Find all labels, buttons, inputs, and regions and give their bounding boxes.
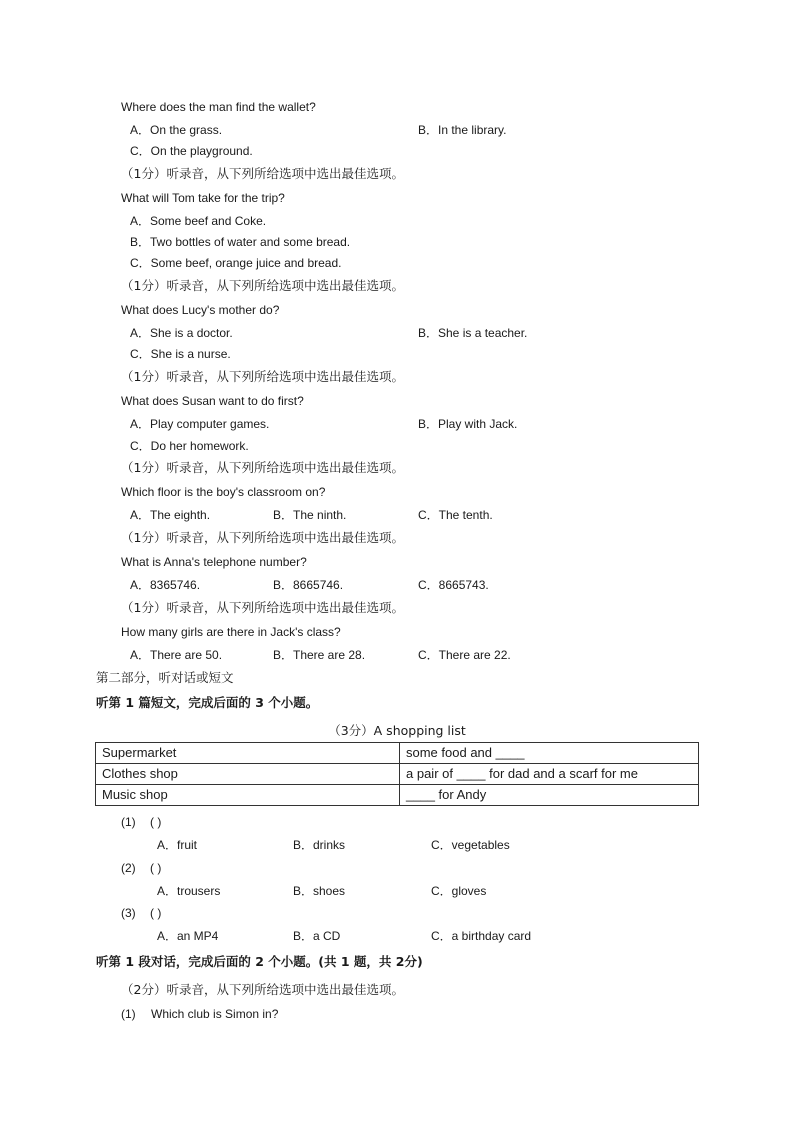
table-cell: some food and ____ [400,743,699,764]
question-6-note: （1分）听录音，从下列所给选项中选出最佳选项。 [121,530,404,545]
passage1-title: 听第 1 篇短文，完成后面的 3 个小题。 [96,695,319,710]
option-c: C．She is a nurse. [130,347,231,361]
question-7-note: （1分）听录音，从下列所给选项中选出最佳选项。 [121,600,404,615]
subquestion-1-blank[interactable]: ( ) [150,815,162,829]
option-a: A．Some beef and Coke. [130,214,267,228]
dialog1-title: 听第 1 段对话，完成后面的 2 个小题。(共 1 题，共 2分) [96,954,423,969]
question-4-note: （1分）听录音，从下列所给选项中选出最佳选项。 [121,369,404,384]
option-b: B．Play with Jack. [418,417,518,431]
subquestion-3-number: (3) [121,906,136,920]
option-a: A．On the grass. [130,123,223,137]
table-row [96,764,699,785]
option-a: A．There are 50. [130,648,223,662]
table-cell: ____ for Andy [400,785,699,806]
option-a: A．8365746. [130,578,201,592]
subquestion-1-number: (1) [121,815,136,829]
option-a: A．an MP4 [157,929,219,943]
table-row [96,743,699,764]
part2-heading: 第二部分，听对话或短文 [96,670,234,685]
option-c: C．gloves [431,884,487,898]
table-cell: Clothes shop [96,764,400,785]
question-4-text: What does Susan want to do first? [121,394,304,408]
subquestion-3-blank[interactable]: ( ) [150,906,162,920]
table-caption: （3分）A shopping list [328,723,466,738]
option-c: C．There are 22. [418,648,511,662]
option-c: C．Do her homework. [130,439,249,453]
dialog1-q1-number: (1) [121,1007,136,1021]
option-b: B．In the library. [418,123,507,137]
option-b: B．a CD [293,929,341,943]
option-b: B．shoes [293,884,346,898]
table-cell: a pair of ____ for dad and a scarf for me [400,764,699,785]
option-c: C．Some beef, orange juice and bread. [130,256,342,270]
question-6-text: What is Anna's telephone number? [121,555,307,569]
option-a: A．She is a doctor. [130,326,233,340]
question-2-text: What will Tom take for the trip? [121,191,285,205]
option-a: A．Play computer games. [130,417,270,431]
option-a: A．The eighth. [130,508,211,522]
option-b: B．drinks [293,838,346,852]
question-5-text: Which floor is the boy's classroom on? [121,485,326,499]
question-2-note: （1分）听录音，从下列所给选项中选出最佳选项。 [121,166,404,181]
option-b: B．8665746. [273,578,344,592]
dialog1-note: （2分）听录音，从下列所给选项中选出最佳选项。 [121,982,404,997]
option-c: C．vegetables [431,838,510,852]
option-a: A．trousers [157,884,221,898]
option-c: C．On the playground. [130,144,253,158]
question-7-text: How many girls are there in Jack's class? [121,625,341,639]
option-b: B．She is a teacher. [418,326,528,340]
subquestion-2-blank[interactable]: ( ) [150,861,162,875]
option-b: B．There are 28. [273,648,366,662]
table-cell: Supermarket [96,743,400,764]
option-c: C．The tenth. [418,508,493,522]
question-3-text: What does Lucy's mother do? [121,303,280,317]
shopping-list-table [95,742,699,806]
option-c: C．a birthday card [431,929,532,943]
table-row [96,785,699,806]
subquestion-2-number: (2) [121,861,136,875]
table-cell: Music shop [96,785,400,806]
question-1-text: Where does the man find the wallet? [121,100,316,114]
question-3-note: （1分）听录音，从下列所给选项中选出最佳选项。 [121,278,404,293]
option-b: B．Two bottles of water and some bread. [130,235,351,249]
option-b: B．The ninth. [273,508,347,522]
option-c: C．8665743. [418,578,489,592]
option-a: A．fruit [157,838,198,852]
question-5-note: （1分）听录音，从下列所给选项中选出最佳选项。 [121,460,404,475]
dialog1-q1-text: Which club is Simon in? [151,1007,279,1021]
